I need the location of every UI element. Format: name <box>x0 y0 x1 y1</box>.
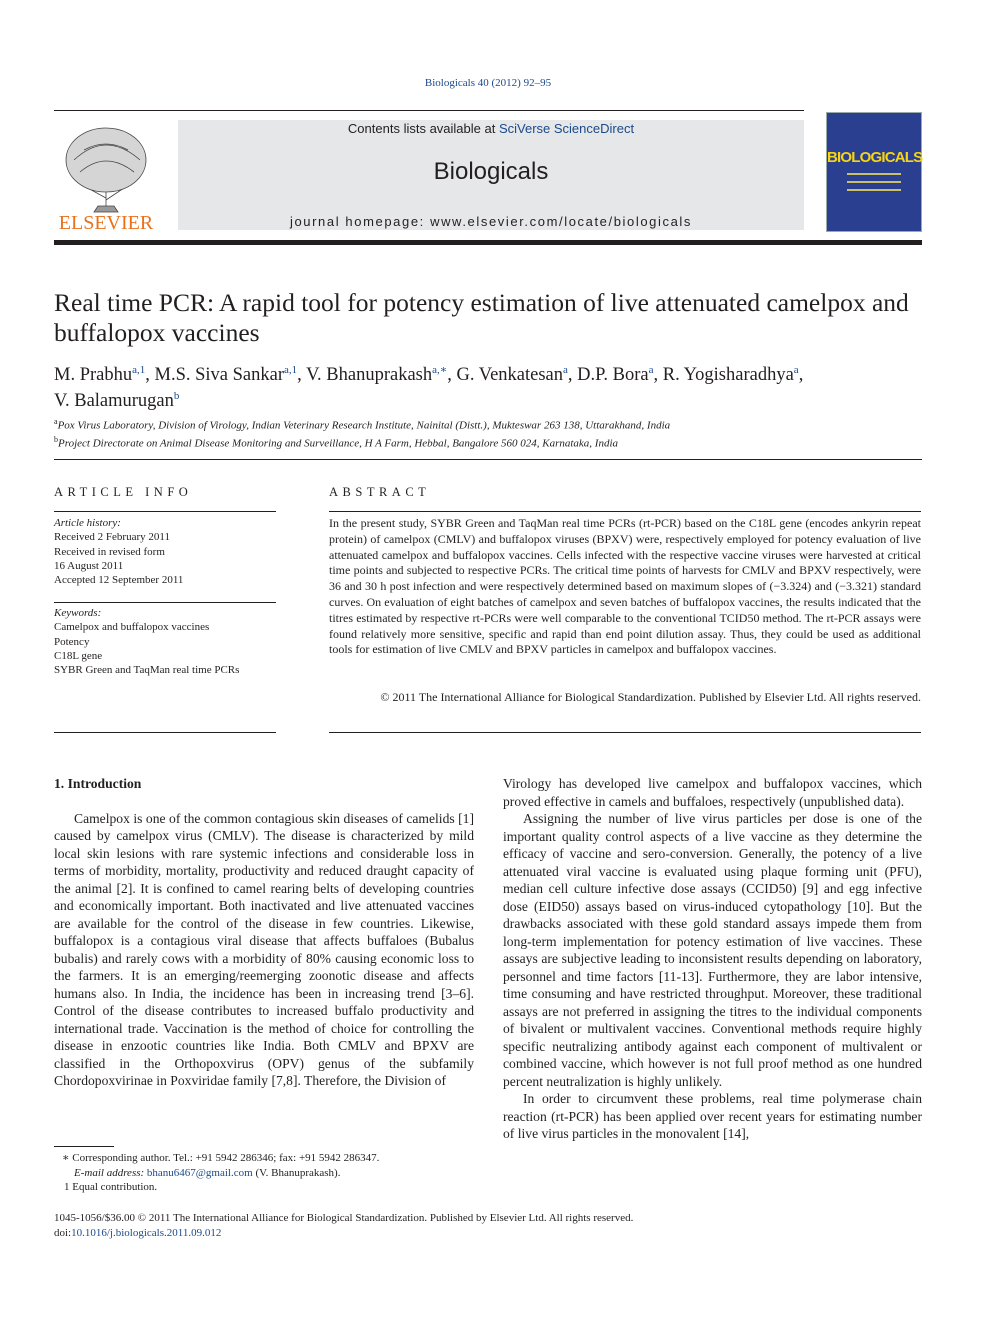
author-affiliation-marker[interactable]: a <box>648 364 654 376</box>
journal-homepage[interactable]: journal homepage: www.elsevier.com/locate/biologicals <box>289 214 693 229</box>
cover-line <box>847 173 901 175</box>
paragraph: Virology has developed live camelpox and buffalopox vaccines, which proved effective in camels and buffaloes, respectively (unpublished data). <box>503 776 922 809</box>
footnotes <box>54 1151 474 1195</box>
affiliation-text: Project Directorate on Animal Disease Monitoring and Surveillance, H A Farm, Hebbal, Bangalore 560 024, Karnataka, India <box>58 437 619 450</box>
elsevier-logo[interactable] <box>54 120 158 232</box>
keyword-item: SYBR Green and TaqMan real time PCRs <box>54 664 240 677</box>
author-list <box>54 360 924 412</box>
publisher-name: ELSEVIER <box>58 212 154 234</box>
history-item: Received in revised form <box>54 545 165 558</box>
keywords <box>54 606 276 677</box>
keywords-label: Keywords: <box>54 607 102 619</box>
issn-line: 1045-1056/$36.00 © 2011 The International Alliance for Biological Standardization. Published by Elsevier Ltd. All rights reserved. <box>54 1212 634 1224</box>
article-history <box>54 516 276 587</box>
affiliation-text: Pox Virus Laboratory, Division of Virology, Indian Veterinary Research Institute, Nainital (Distt.), Mukteswar 263 138, Uttarakhand, India <box>57 419 671 432</box>
body-column-right <box>503 775 922 1143</box>
abstract-copyright: © 2011 The International Alliance for Biological Standardization. Published by Elsevier Ltd. All rights reserved. <box>380 690 921 704</box>
abstract-text: In the present study, SYBR Green and TaqMan real time PCRs (rt-PCR) based on the C18L gene (encodes ankyrin repeat protein) of camelpox (CMLV) and buffalopox viruses (BPXV) were, respectively employed for potency evaluation of live attenuated camelpox and buffalopox vaccines. Cells infected with the respective vaccine viruses were harvested at critical time points and subjected to respective PCRs. The critical time points of harvests for CMLV and BPXV respectively, were 36 and 30 h post infection and were respectively determined based on maximum slopes of (−3.324) and (−3.321) standard curves. On evaluation of eight batches of camelpox and seven batches of buffalopox vaccines, the results indicated that the titres estimated by respective rt-PCRs were well comparable to the conventional TCID50 method. The rt-PCR assays were found relatively more sensitive, specific and rapid than end point dilution assay. Thus, they could be used as additional tools for estimation of live CMLV and BPXV particles in camelpox and buffalopox vaccines. <box>329 516 921 657</box>
history-item: Received 2 February 2011 <box>54 531 170 544</box>
author-separator: , <box>798 365 804 386</box>
journal-name: Biologicals <box>433 158 549 185</box>
keyword-item: C18L gene <box>54 649 103 662</box>
contents-line <box>178 121 804 136</box>
paragraph: Camelpox is one of the common contagious skin diseases of camelids [1] caused by camelpox virus (CMLV). The disease is characterized by mild local skin lesions with rare systemic infections and considerable loss in terms of morbidity, mortality, productivity and reduced draught capacity of the animal [2]. It is confined to camel rearing belts of developing countries and economically important. Both inactivated and live attenuated vaccines are available for the control of the disease in few countries. Likewise, buffalopox is a contagious viral disease that affects buffaloes (Bubalus bubalis) and rarely cows with a morbidity of 80% causing economic loss to the farmers. It is an emerging/reemerging zoonotic disease and affects humans also. In India, the incidence has been in increasing trend [3–6]. Control of the disease contributes to increased buffalo productivity and international trade. Vaccination is the method of choice for controlling the disease in enzootic countries like India. Both CMLV and BPXV are classified in the Orthopoxvirus (OPV) genus of the subfamily Chordopoxvirinae in Poxviridae family [7,8]. Therefore, the Division of <box>54 810 474 1088</box>
info-rule <box>54 602 276 603</box>
history-item: 16 August 2011 <box>54 559 124 572</box>
author-separator: , <box>297 365 307 386</box>
email-suffix: (V. Bhanuprakash). <box>252 1166 341 1179</box>
author-separator: , <box>567 365 578 386</box>
doi-prefix: doi: <box>54 1226 72 1239</box>
affiliations <box>54 415 924 450</box>
affiliation-a <box>54 415 924 433</box>
journal-banner <box>178 120 804 230</box>
section-rule <box>54 459 922 460</box>
footnote-equal: 1 Equal contribution. <box>64 1181 158 1193</box>
abstract-rule <box>329 511 921 512</box>
email-link[interactable]: bhanu6467@gmail.com <box>146 1166 253 1179</box>
keyword-item: Camelpox and buffalopox vaccines <box>54 621 210 634</box>
contents-prefix: Contents lists available at <box>347 121 499 136</box>
author-separator: , <box>653 365 663 386</box>
abstract-heading: ABSTRACT <box>329 485 431 499</box>
paragraph: Assigning the number of live virus particles per dose is one of the important quality control aspects of a live vaccine as they determine the efficacy of vaccine and sero-conversion. Generally, the potency of a live attenuated viral vaccine is evaluated using plaque forming unit (PFU), median cell culture infective dose assays (CCID50) [9] and egg infective dose (EID50) assays based on virus-induced cytopathology [10]. But the drawbacks associated with these gold standard assays impede them from long-term implementation for potency estimation of live vaccines. These assays are subjective leading to inconsistent results depending on laboratory, personnel and time factors [11-13]. Furthermore, they are labor intensive, time consuming and have restricted throughput. Moreover, these traditional assays are not preferred in assigning the titres to the individual components of bivalent or multivalent vaccines. Conventional methods require highly specific neutralizing antibody against each component of multivalent or combined vaccine, which however is not full proof method as one hundred percent neutralization is highly unlikely. <box>503 811 922 1089</box>
cover-line <box>847 189 901 191</box>
author-name[interactable]: M. Prabhu <box>54 365 133 386</box>
email-label: E-mail address: <box>74 1166 147 1179</box>
affiliation-b <box>54 433 924 451</box>
author-affiliation-marker[interactable]: b <box>173 390 180 403</box>
cover-title: BIOLOGICALS <box>827 149 923 166</box>
author-affiliation-marker[interactable]: a <box>563 364 568 376</box>
author-name[interactable]: V. Bhanuprakash <box>306 365 433 386</box>
section-title: 1. Introduction <box>54 776 142 791</box>
doi-link[interactable]: 10.1016/j.biologicals.2011.09.012 <box>71 1226 222 1239</box>
history-item: Accepted 12 September 2011 <box>54 574 184 587</box>
abstract-rule <box>329 732 921 733</box>
footnote-rule <box>54 1146 114 1147</box>
sciencedirect-link[interactable]: SciVerse ScienceDirect <box>498 121 635 136</box>
paragraph: In order to circumvent these problems, real time polymerase chain reaction (rt-PCR) has been applied over recent years for estimating number of live virus particles in the monovalent [14], <box>503 1091 922 1141</box>
journal-reference[interactable]: Biologicals 40 (2012) 92–95 <box>424 77 552 89</box>
author-name[interactable]: V. Balamurugan <box>54 391 174 412</box>
history-label: Article history: <box>54 517 121 529</box>
article-title: Real time PCR: A rapid tool for potency estimation of live attenuated camelpox and buffalopox vaccines <box>54 288 909 347</box>
author-name[interactable]: M.S. Siva Sankar <box>154 365 285 386</box>
affiliation-marker: b <box>54 434 58 444</box>
doi-line <box>54 1226 924 1241</box>
footnote-email <box>54 1166 474 1181</box>
page-footer <box>54 1211 924 1240</box>
cover-line <box>847 181 901 183</box>
author-affiliation-marker[interactable]: a,1 <box>132 364 146 376</box>
keyword-item: Potency <box>54 635 90 648</box>
author-affiliation-marker[interactable]: a,∗ <box>432 364 448 376</box>
author-affiliation-marker[interactable]: a,1 <box>284 364 298 376</box>
info-rule <box>54 732 276 733</box>
affiliation-marker: a <box>54 417 58 426</box>
journal-cover-image[interactable] <box>826 112 922 232</box>
author-separator: , <box>145 365 155 386</box>
author-name[interactable]: G. Venkatesan <box>456 365 564 386</box>
header-thick-rule <box>54 240 922 245</box>
body-column-left <box>54 775 474 1090</box>
author-affiliation-marker[interactable]: a <box>793 364 799 376</box>
author-separator: , <box>447 365 457 386</box>
header-rule <box>54 110 804 111</box>
info-rule <box>54 511 276 512</box>
author-name[interactable]: D.P. Bora <box>577 365 649 386</box>
author-name[interactable]: R. Yogisharadhya <box>662 365 794 386</box>
article-info-heading: ARTICLE INFO <box>54 485 193 499</box>
footnote-corresponding: ∗ Corresponding author. Tel.: +91 5942 286346; fax: +91 5942 286347. <box>62 1152 380 1164</box>
